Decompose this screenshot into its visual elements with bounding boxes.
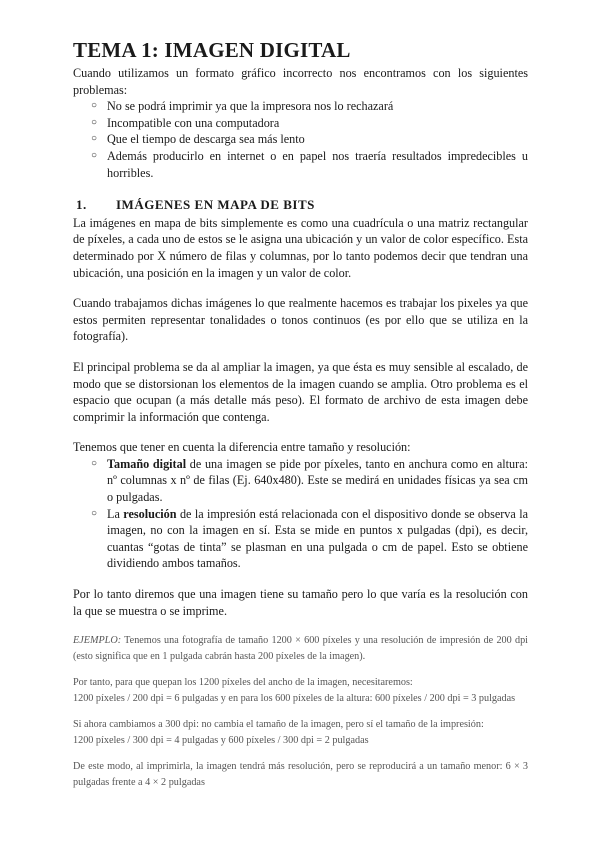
section-heading — [73, 197, 528, 214]
circle-bullet-icon: ○ — [91, 133, 98, 145]
list-item: ○ Tamaño digital de una imagen se pide por píxeles, tanto en anchura como en altura: nº columnas x nº de filas (Ej. 640x480). Este se medirá en unidades físicas ya sea cm o pulgadas. — [91, 456, 529, 505]
list-item: ○ Que el tiempo de descarga sea más lento — [91, 132, 305, 147]
example-label: EJEMPLO: — [73, 635, 122, 647]
list-item: ○ Además producirlo en internet o en papel nos traería resultados impredecibles u horribles. — [91, 148, 528, 180]
term-digital-size: Tamaño digital — [107, 456, 187, 471]
definitions-list — [73, 456, 528, 572]
circle-bullet-icon: ○ — [91, 507, 98, 519]
section-title: IMÁGENES EN MAPA DE BITS — [116, 197, 315, 213]
conclusion-paragraph: Por lo tanto diremos que una imagen tiene su tamaño pero lo que varía es la resolución con la que se muestra o se imprime. — [73, 587, 528, 618]
bitmap-paragraph-2: Cuando trabajamos dichas imágenes lo que realmente hacemos es trabajar los pixeles ya que estos permiten representar tonalidades o tonos continuos (es por ello que se utiliza en la fotografía). — [73, 296, 528, 344]
circle-bullet-icon: ○ — [91, 149, 98, 161]
bitmap-paragraph-4: Tenemos que tener en cuenta la diferencia entre tamaño y resolución: — [73, 440, 411, 455]
list-item: ○ No se podrá imprimir ya que la impresora nos lo rechazará — [91, 99, 394, 114]
bitmap-paragraph-1: La imágenes en mapa de bits simplemente es como una cuadrícula o una matriz rectangular de píxeles, a cada uno de estos se le asigna una ubicación y un valor de color específico. Esta determinado por X número de filas y columnas, por lo tanto podemos decir que tendran una ubicación, una posición en la imagen y un valor de color. — [73, 215, 528, 280]
term-resolution: resolución — [123, 506, 177, 521]
intro-paragraph: Cuando utilizamos un formato gráfico incorrecto nos encontramos con los siguientes problemas: — [73, 66, 528, 97]
list-item: ○ La resolución de la impresión está relacionada con el dispositivo donde se observa la imagen, no con la imagen en sí. Esta se mide en puntos x pulgadas (dpi), es decir, cuantas “gotas de tinta” se plasman en una pulgada o cm de papel. Esto se obtiene dividiendo ambos tamaños. — [91, 506, 528, 571]
circle-bullet-icon: ○ — [91, 100, 98, 112]
section-number: 1. — [76, 197, 87, 213]
circle-bullet-icon: ○ — [91, 116, 98, 128]
list-item: ○ Incompatible con una computadora — [91, 115, 280, 130]
document-page — [73, 38, 528, 791]
circle-bullet-icon: ○ — [91, 457, 98, 469]
problems-list — [73, 98, 528, 181]
bitmap-paragraph-3: El principal problema se da al ampliar la imagen, ya que ésta es muy sensible al escalado, de modo que se distorsionan los elementos de la imagen cuando se amplia. Otro problema es el espacio que ocupan (a más detalle más peso). El formato de archivo de esta imagen debe comprimir la información que contenga. — [73, 359, 528, 424]
page-title: TEMA 1: IMAGEN DIGITAL — [73, 38, 351, 62]
example-block: EJEMPLO: Tenemos una fotografía de tamaño 1200 × 600 píxeles y una resolución de impresión de 200 dpi (esto significa que en 1 pulgada cabrán hasta 200 píxeles de la imagen). Por tanto, para que quepan los 1200 píxeles del ancho de la imagen, necesitaremos: 1200 píxeles / 200 dpi = 6 pulgadas y en para los 600 píxeles de la altura: 600 píxeles / 200 dpi = 3 pulgadas Si ahora cambiamos a 300 dpi: no cambia el tamaño de la imagen, pero sí el tamaño de la impresión: 1200 píxeles / 300 dpi = 4 pulgadas y 600 píxeles / 300 dpi = 2 pulgadas De este modo, al imprimirla, la imagen tendrá más resolución, pero se reproducirá a un tamaño menor: 6 × 3 pulgadas frente a 4 × 2 pulgadas — [73, 635, 528, 789]
